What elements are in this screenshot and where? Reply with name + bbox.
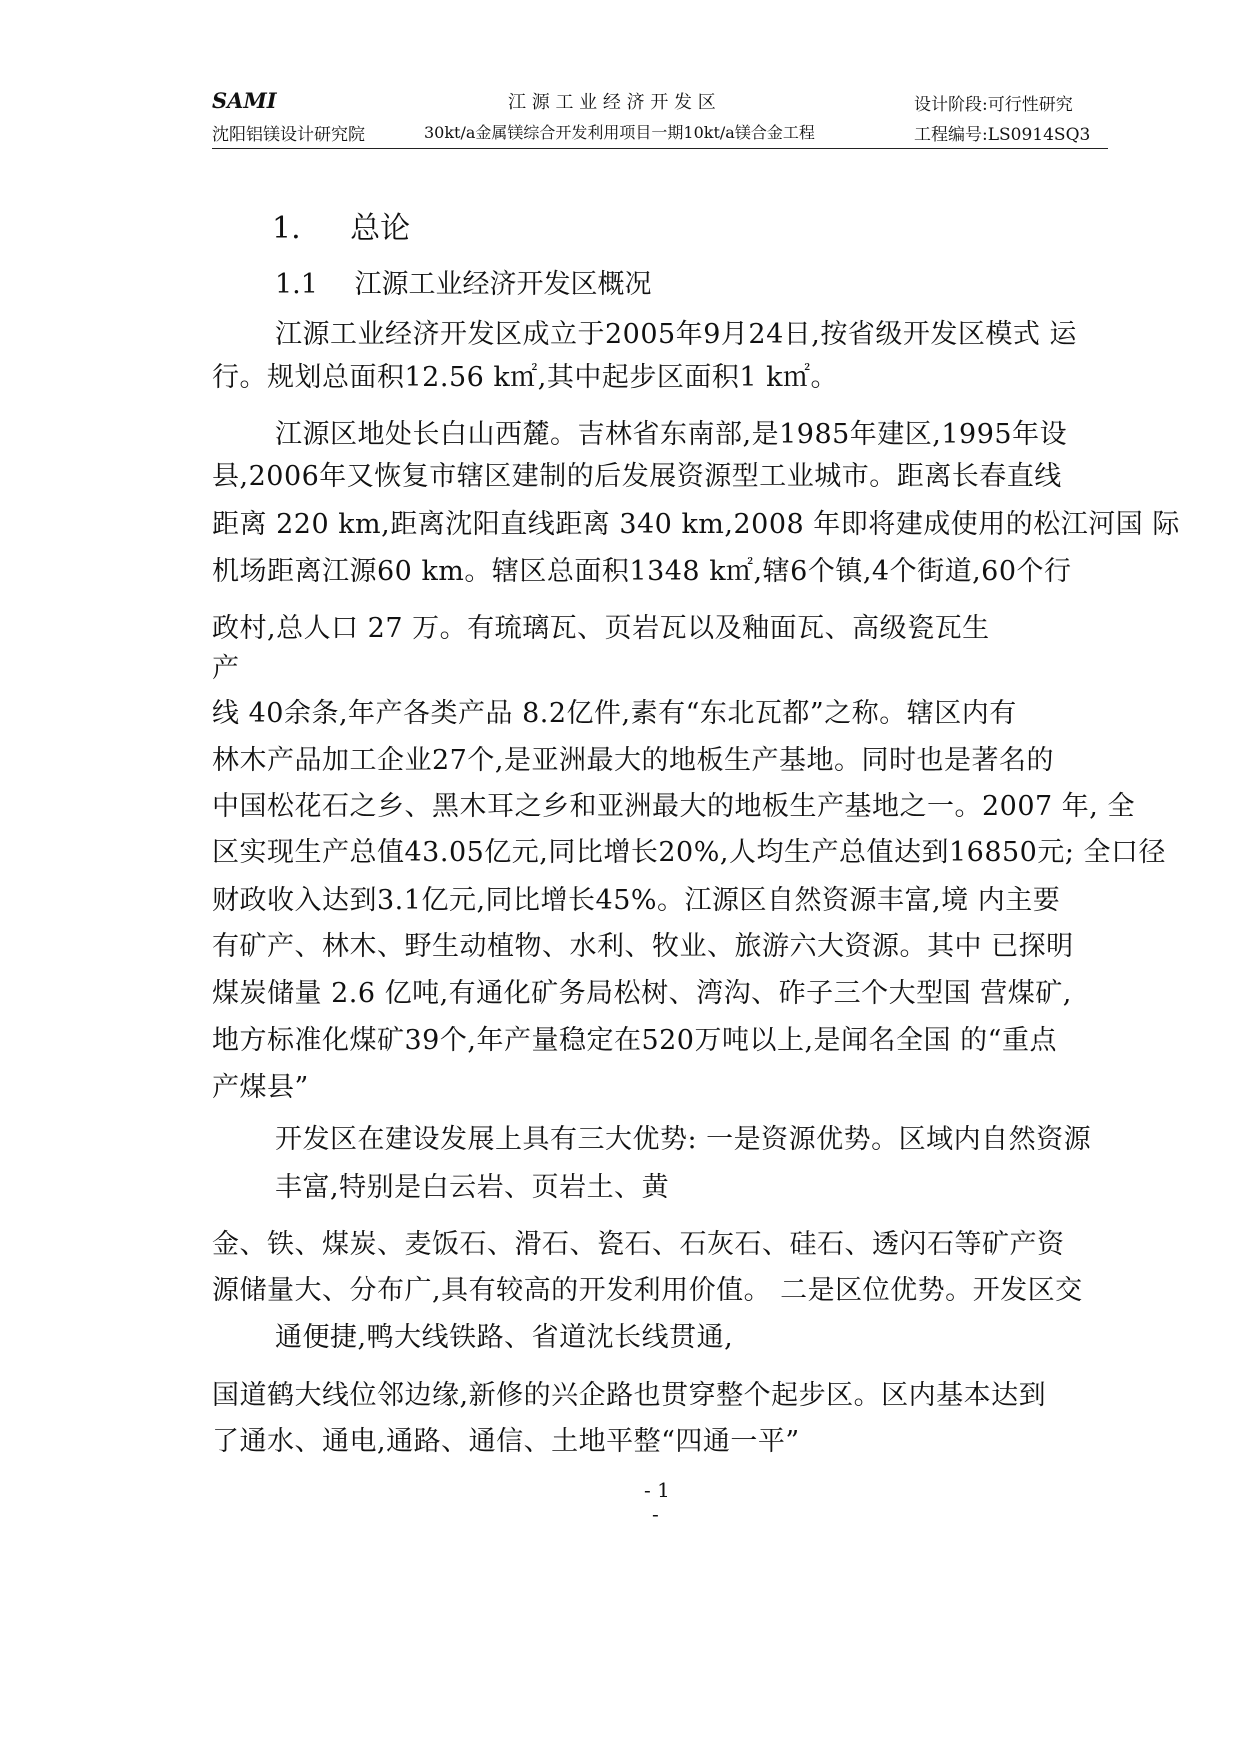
body-line: 开发区在建设发展上具有三大优势: 一是资源优势。区域内自然资源 [275,1124,1092,1155]
chapter-number: 1. [272,211,301,246]
project-title: 30kt/a金属镁综合开发利用项目一期10kt/a镁合金工程 [424,123,815,142]
body-line: 国道鹤大线位邻边缘,新修的兴企路也贯穿整个起步区。区内基本达到 [212,1380,1047,1411]
org-name: 沈阳铝镁设计研究院 [212,125,365,145]
body-line: 线 40余条,年产各类产品 8.2亿件,素有“东北瓦都”之称。辖区内有 [212,698,1017,729]
page-number: - 1 [644,1478,670,1502]
body-line: 区实现生产总值43.05亿元,同比增长20%,人均生产总值达到16850元; 全口径 [212,837,1167,868]
body-line: 距离 220 km,距离沈阳直线距离 340 km,2008 年即将建成使用的松江河国 际 [212,509,1180,540]
zone-title: 江 源 工 业 经 济 开 发 区 [508,92,716,113]
design-stage: 设计阶段:可行性研究 [914,95,1073,115]
section-number: 1.1 [275,269,318,300]
body-line: 财政收入达到3.1亿元,同比增长45%。江源区自然资源丰富,境 内主要 [212,885,1061,916]
body-line: 通便捷,鸭大线铁路、省道沈长线贯通, [275,1322,734,1353]
header-divider [212,148,1108,149]
body-line: 林木产品加工企业27个,是亚洲最大的地板生产基地。同时也是著名的 [212,745,1054,776]
chapter-heading [272,203,410,247]
body-line: 有矿产、林木、野生动植物、水利、牧业、旅游六大资源。其中 已探明 [212,931,1074,962]
body-line: 中国松花石之乡、黑木耳之乡和亚洲最大的地板生产基地之一。2007 年, 全 [212,791,1135,822]
project-code: 工程编号:LS0914SQ3 [914,125,1091,145]
body-line: 源储量大、分布广,具有较高的开发利用价值。 二是区位优势。开发区交 [212,1275,1083,1306]
body-line: 丰富,特别是白云岩、页岩土、黄 [275,1172,670,1203]
body-line: 县,2006年又恢复市辖区建制的后发展资源型工业城市。距离长春直线 [212,461,1062,492]
body-line: 地方标准化煤矿39个,年产量稳定在520万吨以上,是闻名全国 的“重点 [212,1025,1057,1056]
body-line: 江源区地处长白山西麓。吉林省东南部,是1985年建区,1995年设 [275,419,1068,450]
body-line: 政村,总人口 27 万。有琉璃瓦、页岩瓦以及釉面瓦、高级瓷瓦生 [212,613,990,644]
body-line: 产煤县” [212,1072,309,1103]
body-line: 金、铁、煤炭、麦饭石、滑石、瓷石、石灰石、硅石、透闪石等矿产资 [212,1229,1065,1260]
body-line: 了通水、通电,通路、通信、土地平整“四通一平” [212,1426,800,1457]
section-heading [275,262,652,301]
body-line: 行。规划总面积12.56 k㎡,其中起步区面积1 k㎡。 [212,362,838,393]
body-line: 产 [212,653,240,684]
chapter-title: 总论 [350,211,411,246]
page-number-dash: - [652,1502,659,1526]
section-title: 江源工业经济开发区概况 [354,269,652,300]
org-logo: SAMI [212,88,277,113]
body-line: 煤炭储量 2.6 亿吨,有通化矿务局松树、湾沟、砟子三个大型国 营煤矿, [212,978,1072,1009]
body-line: 机场距离江源60 km。辖区总面积1348 k㎡,辖6个镇,4个街道,60个行 [212,556,1072,587]
body-line: 江源工业经济开发区成立于2005年9月24日,按省级开发区模式 运 [275,319,1077,350]
